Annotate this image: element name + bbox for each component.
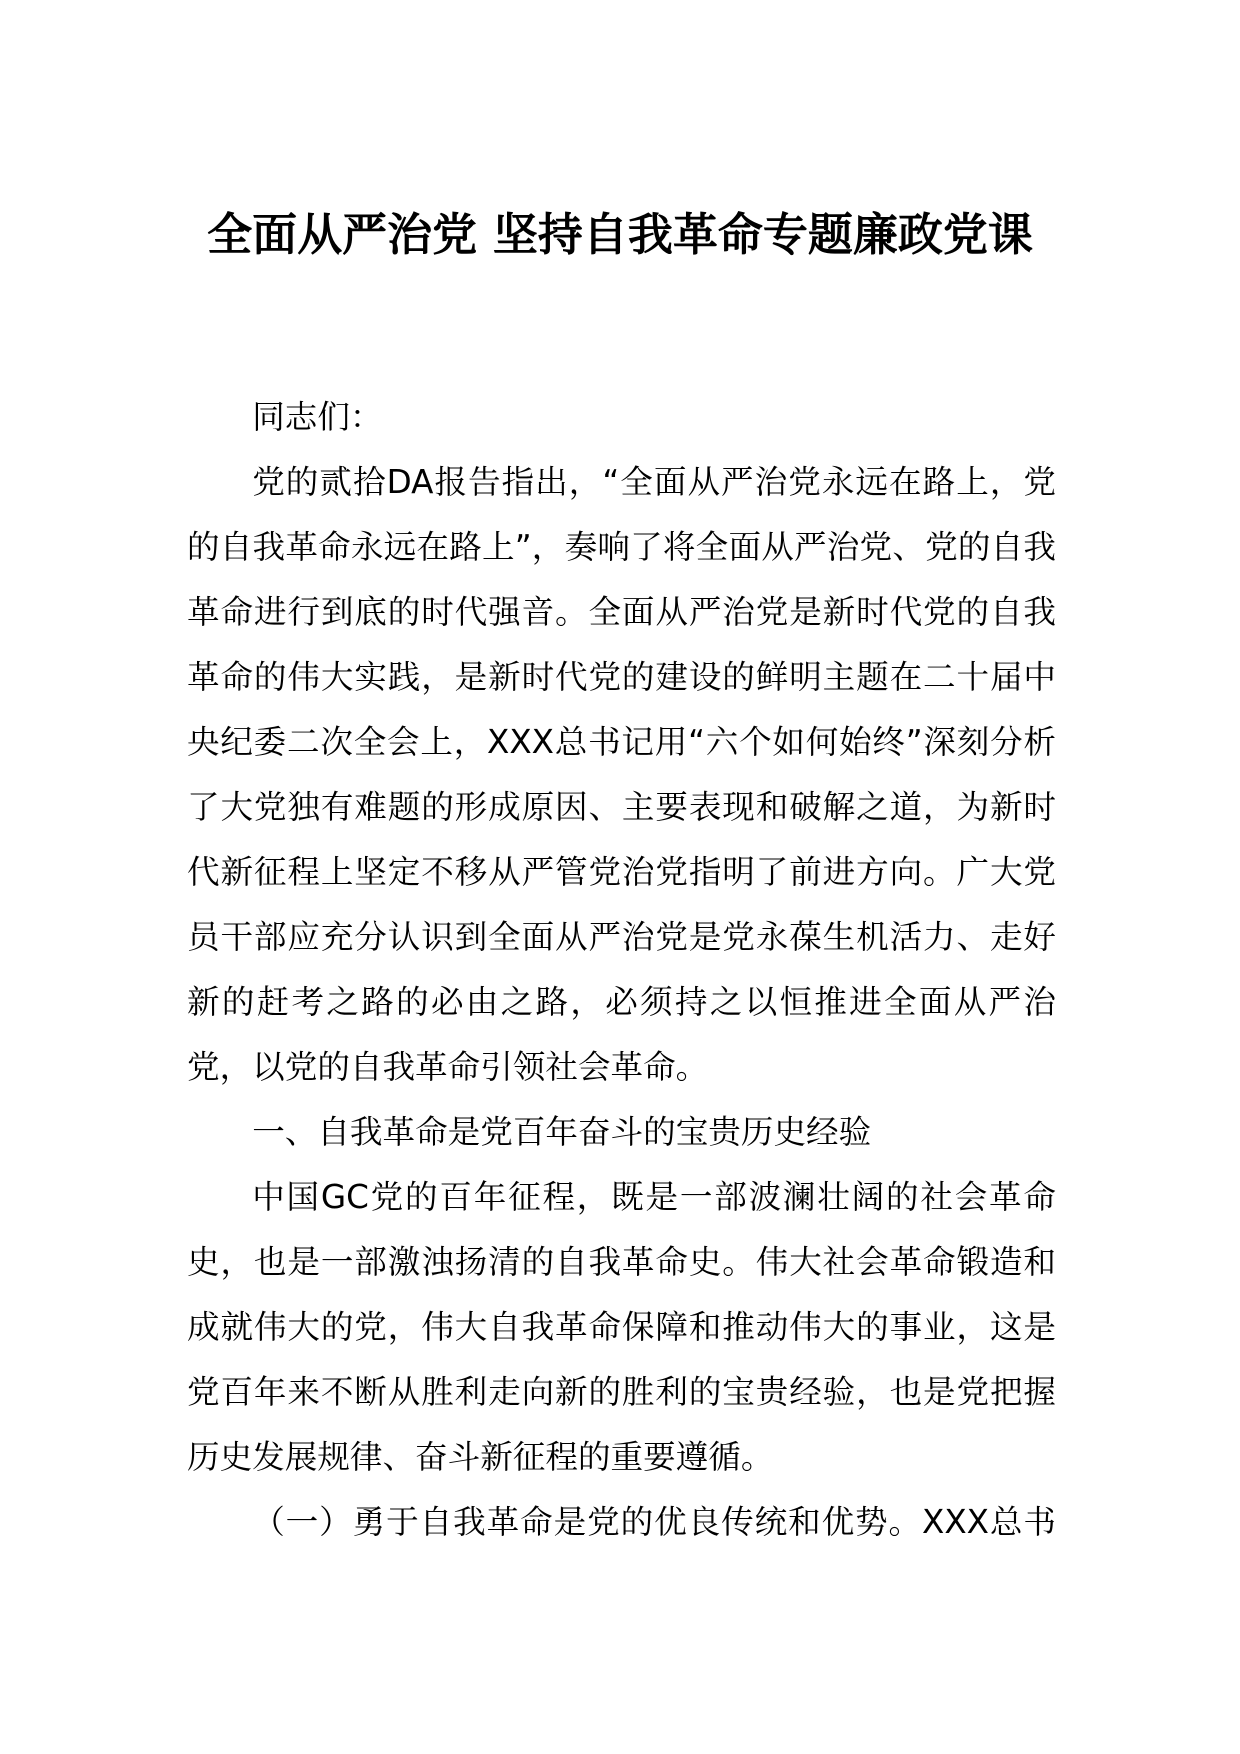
document-body (187, 385, 1056, 1555)
greeting-paragraph: 同志们： (252, 398, 383, 436)
body-paragraph-intro: 党的贰拾DA报告指出，“全面从严治党永远在路上，党的自我革命永远在路上”，奏响了将全面从严治党、党的自我革命进行到底的时代强音。全面从严治党是新时代党的自我革命的伟大实践，是新时代党的建设的鲜明主题在二十届中央纪委二次全会上，XXX总书记用“六个如何始终”深刻分析了大党独有难题的形成原因、主要表现和破解之道，为新时代新征程上坚定不移从严管党治党指明了前进方向。广大党员干部应充分认识到全面从严治党是党永葆生机活力、走好新的赶考之路的必由之路，必须持之以恒推进全面从严治党，以党的自我革命引领社会革命。 (187, 463, 1056, 1086)
document-title: 全面从严治党 坚持自我革命专题廉政党课 (207, 208, 1033, 261)
subsection-heading-1: （一）勇于自我革命是党的优良传统和优势。XXX总书 (252, 1503, 1056, 1541)
body-paragraph-history: 中国GC党的百年征程，既是一部波澜壮阔的社会革命史，也是一部激浊扬清的自我革命史。伟大社会革命锻造和成就伟大的党，伟大自我革命保障和推动伟大的事业，这是党百年来不断从胜利走向新的胜利的宝贵经验，也是党把握历史发展规律、奋斗新征程的重要遵循。 (187, 1178, 1056, 1476)
section-heading-1: 一、自我革命是党百年奋斗的宝贵历史经验 (252, 1113, 872, 1151)
